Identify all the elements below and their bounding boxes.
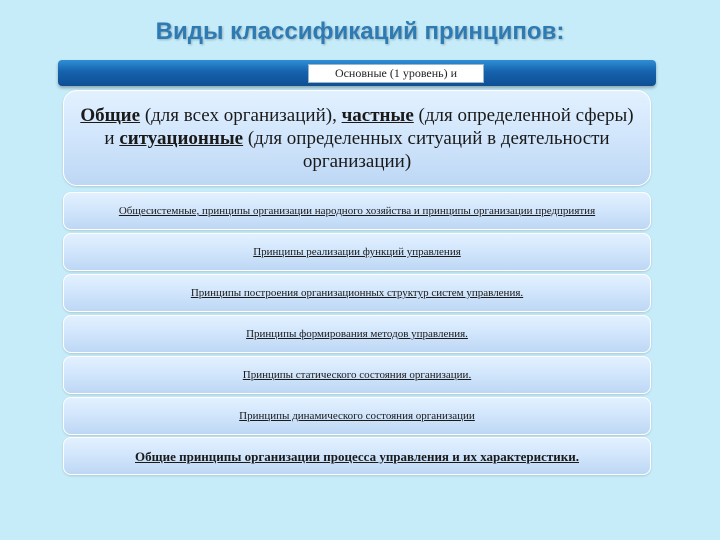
main-classification-text (76, 104, 638, 173)
general-term: Общие (80, 104, 141, 126)
situational-term: ситуационные (119, 127, 244, 149)
principle-row-systemwide: Общесистемные, принципы организации народного хозяйства и принципы организации предприятия (63, 192, 651, 230)
principle-row-dynamic-state: Принципы динамического состояния организации (63, 397, 651, 435)
header-bar (58, 60, 656, 86)
slide-title: Виды классификаций принципов: (155, 18, 565, 45)
principle-row-functions: Принципы реализации функций управления (63, 233, 651, 271)
header-label: Основные (1 уровень) и (308, 64, 484, 83)
principle-row-methods: Принципы формирования методов управления. (63, 315, 651, 353)
principle-row-org-structures: Принципы построения организационных структур систем управления. (63, 274, 651, 312)
main-classification-block (63, 90, 651, 186)
general-desc: (для всех организаций), (140, 104, 342, 126)
situational-desc: (для определенных ситуаций в деятельности организации) (243, 127, 610, 172)
private-term: частные (341, 104, 414, 126)
principle-row-static-state: Принципы статического состояния организации. (63, 356, 651, 394)
principle-row-general-process: Общие принципы организации процесса управления и их характеристики. (63, 437, 651, 475)
private-desc: (для определенной сферы) и (104, 104, 634, 149)
